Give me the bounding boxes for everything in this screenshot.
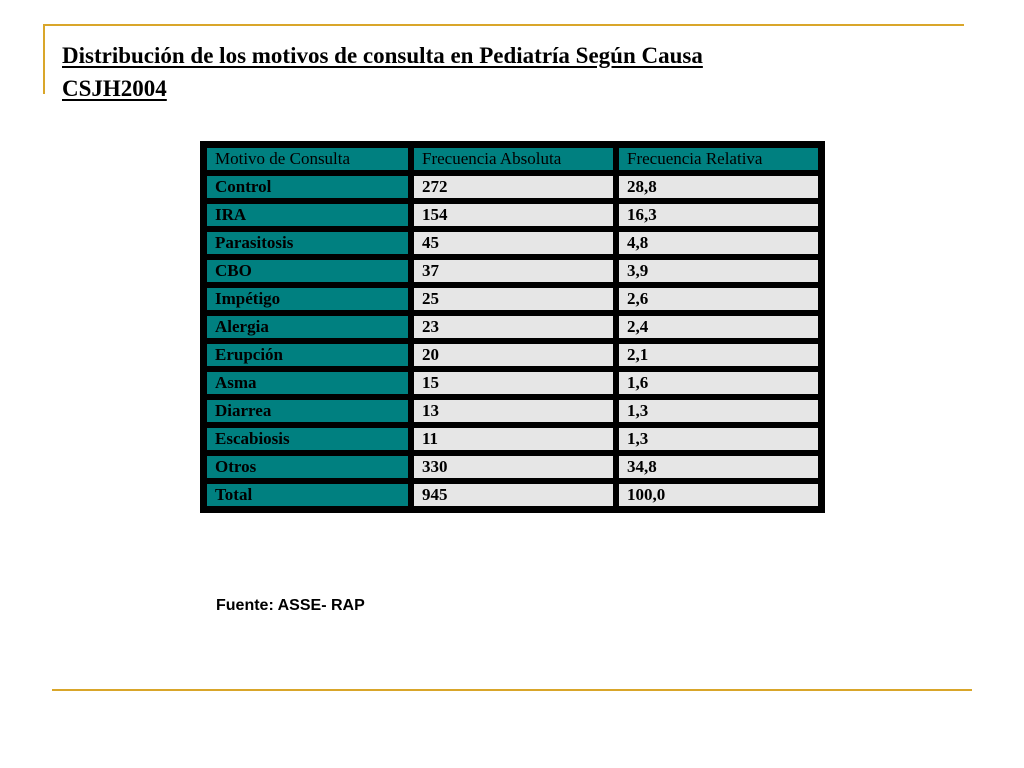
cell-frecuencia-absoluta: 45 [411, 229, 616, 257]
accent-line-top [44, 24, 964, 26]
cell-frecuencia-relativa: 2,1 [616, 341, 821, 369]
cell-frecuencia-absoluta: 272 [411, 173, 616, 201]
header-cell-frecuencia-absoluta: Frecuencia Absoluta [411, 145, 616, 173]
table-header-row [204, 145, 821, 173]
table-row [204, 257, 821, 285]
cell-frecuencia-relativa: 4,8 [616, 229, 821, 257]
cell-frecuencia-relativa: 2,6 [616, 285, 821, 313]
cell-motivo: Otros [204, 453, 411, 481]
cell-frecuencia-absoluta: 13 [411, 397, 616, 425]
cell-motivo: Parasitosis [204, 229, 411, 257]
table-row [204, 341, 821, 369]
cell-frecuencia-relativa: 3,9 [616, 257, 821, 285]
title-line-1: Distribución de los motivos de consulta en Pediatría Según Causa [62, 43, 703, 68]
cell-frecuencia-absoluta: 330 [411, 453, 616, 481]
slide-title [62, 39, 942, 105]
table-row [204, 285, 821, 313]
cell-frecuencia-absoluta: 37 [411, 257, 616, 285]
cell-frecuencia-absoluta: 945 [411, 481, 616, 509]
cell-frecuencia-relativa: 100,0 [616, 481, 821, 509]
cell-motivo: Asma [204, 369, 411, 397]
table-row [204, 201, 821, 229]
cell-frecuencia-absoluta: 154 [411, 201, 616, 229]
cell-frecuencia-absoluta: 25 [411, 285, 616, 313]
cell-motivo: Diarrea [204, 397, 411, 425]
cell-frecuencia-relativa: 1,3 [616, 397, 821, 425]
cell-frecuencia-absoluta: 23 [411, 313, 616, 341]
cell-motivo: Total [204, 481, 411, 509]
cell-motivo: Impétigo [204, 285, 411, 313]
cell-motivo: Escabiosis [204, 425, 411, 453]
cell-frecuencia-relativa: 34,8 [616, 453, 821, 481]
accent-line-left [43, 24, 45, 94]
table-row [204, 173, 821, 201]
cell-frecuencia-absoluta: 11 [411, 425, 616, 453]
cell-motivo: Alergia [204, 313, 411, 341]
cell-motivo: IRA [204, 201, 411, 229]
accent-line-bottom [52, 689, 972, 691]
consultation-table [200, 141, 825, 513]
cell-frecuencia-relativa: 28,8 [616, 173, 821, 201]
title-line-2: CSJH2004 [62, 76, 167, 101]
table-row [204, 425, 821, 453]
table-row [204, 453, 821, 481]
cell-frecuencia-absoluta: 20 [411, 341, 616, 369]
header-cell-frecuencia-relativa: Frecuencia Relativa [616, 145, 821, 173]
cell-frecuencia-absoluta: 15 [411, 369, 616, 397]
cell-motivo: Control [204, 173, 411, 201]
cell-frecuencia-relativa: 1,6 [616, 369, 821, 397]
table-row [204, 369, 821, 397]
cell-motivo: CBO [204, 257, 411, 285]
cell-motivo: Erupción [204, 341, 411, 369]
table-row [204, 313, 821, 341]
table-row [204, 481, 821, 509]
cell-frecuencia-relativa: 2,4 [616, 313, 821, 341]
cell-frecuencia-relativa: 16,3 [616, 201, 821, 229]
table-row [204, 397, 821, 425]
table-row [204, 229, 821, 257]
cell-frecuencia-relativa: 1,3 [616, 425, 821, 453]
header-cell-motivo: Motivo de Consulta [204, 145, 411, 173]
source-note: Fuente: ASSE- RAP [216, 597, 365, 614]
